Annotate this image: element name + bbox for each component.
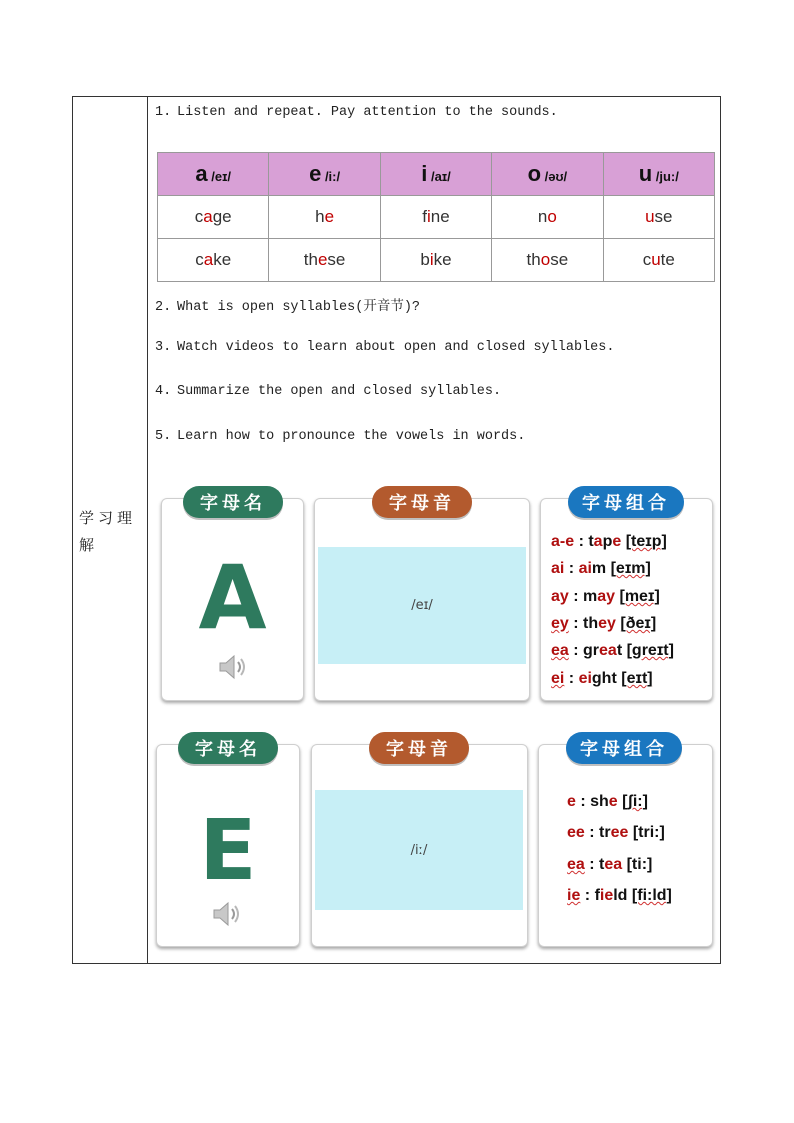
step-2: 2. What is open syllables(开音节)? [155, 300, 421, 315]
letter-combo-label: 字母组合 [566, 732, 682, 764]
sound-video-e[interactable] [315, 790, 523, 910]
combo-line: ie : field [fi:ld] [567, 887, 672, 904]
combo-line: ea : tea [ti:] [567, 856, 653, 873]
sound-ipa-a: /eɪ/ [411, 598, 433, 613]
letter-combo-label: 字母组合 [568, 486, 684, 518]
step-3: 3. Watch videos to learn about open and closed syllables. [155, 340, 615, 355]
vowel-header-i: i /aɪ/ [380, 153, 491, 196]
letter-name-label: 字母名 [178, 732, 278, 764]
letter-sound-label: 字母音 [372, 486, 472, 518]
sound-video-a[interactable] [318, 547, 526, 664]
step-4: 4. Summarize the open and closed syllables. [155, 384, 502, 399]
combo-line: e : she [ʃi:] [567, 793, 648, 810]
table-row [158, 196, 715, 239]
sound-ipa-e: /iː/ [410, 842, 428, 858]
word-cell: these [269, 239, 380, 282]
letter-name-label: 字母名 [183, 486, 283, 518]
letter-combo-card-e [538, 744, 713, 947]
word-cell: no [492, 196, 603, 239]
vowel-header-e: e /i:/ [269, 153, 380, 196]
letter-sound-label: 字母音 [369, 732, 469, 764]
combo-line: ee : tree [tri:] [567, 824, 665, 841]
vowel-table [157, 152, 715, 282]
vowel-header-a: a /eɪ/ [158, 153, 269, 196]
vowel-header-row [158, 153, 715, 196]
step-1: 1. Listen and repeat. Pay attention to the sounds. [155, 105, 558, 120]
combo-line: ei : eight [eɪt] [551, 670, 653, 687]
word-cell: he [269, 196, 380, 239]
big-letter-e: E [199, 801, 257, 899]
step-5: 5. Learn how to pronounce the vowels in words. [155, 429, 526, 444]
word-cell: cage [158, 196, 269, 239]
word-cell: cute [603, 239, 714, 282]
combo-line: ay : may [meɪ] [551, 588, 660, 605]
word-cell: bike [380, 239, 491, 282]
table-row [158, 239, 715, 282]
combo-line: ai : aim [eɪm] [551, 560, 651, 577]
combo-line: ey : they [ðeɪ] [551, 615, 657, 632]
combo-line: ea : great [greɪt] [551, 642, 674, 659]
word-cell: use [603, 196, 714, 239]
vowel-header-u: u /ju:/ [603, 153, 714, 196]
speaker-icon[interactable] [218, 653, 248, 681]
word-cell: those [492, 239, 603, 282]
section-label: 学习理解 [79, 509, 137, 554]
speaker-icon[interactable] [212, 900, 242, 928]
big-letter-a: A [198, 546, 267, 649]
section-label-column [73, 97, 148, 963]
combo-line: a-e : tape [teɪp] [551, 533, 667, 550]
word-cell: cake [158, 239, 269, 282]
vowel-header-o: o /əʊ/ [492, 153, 603, 196]
word-cell: fine [380, 196, 491, 239]
